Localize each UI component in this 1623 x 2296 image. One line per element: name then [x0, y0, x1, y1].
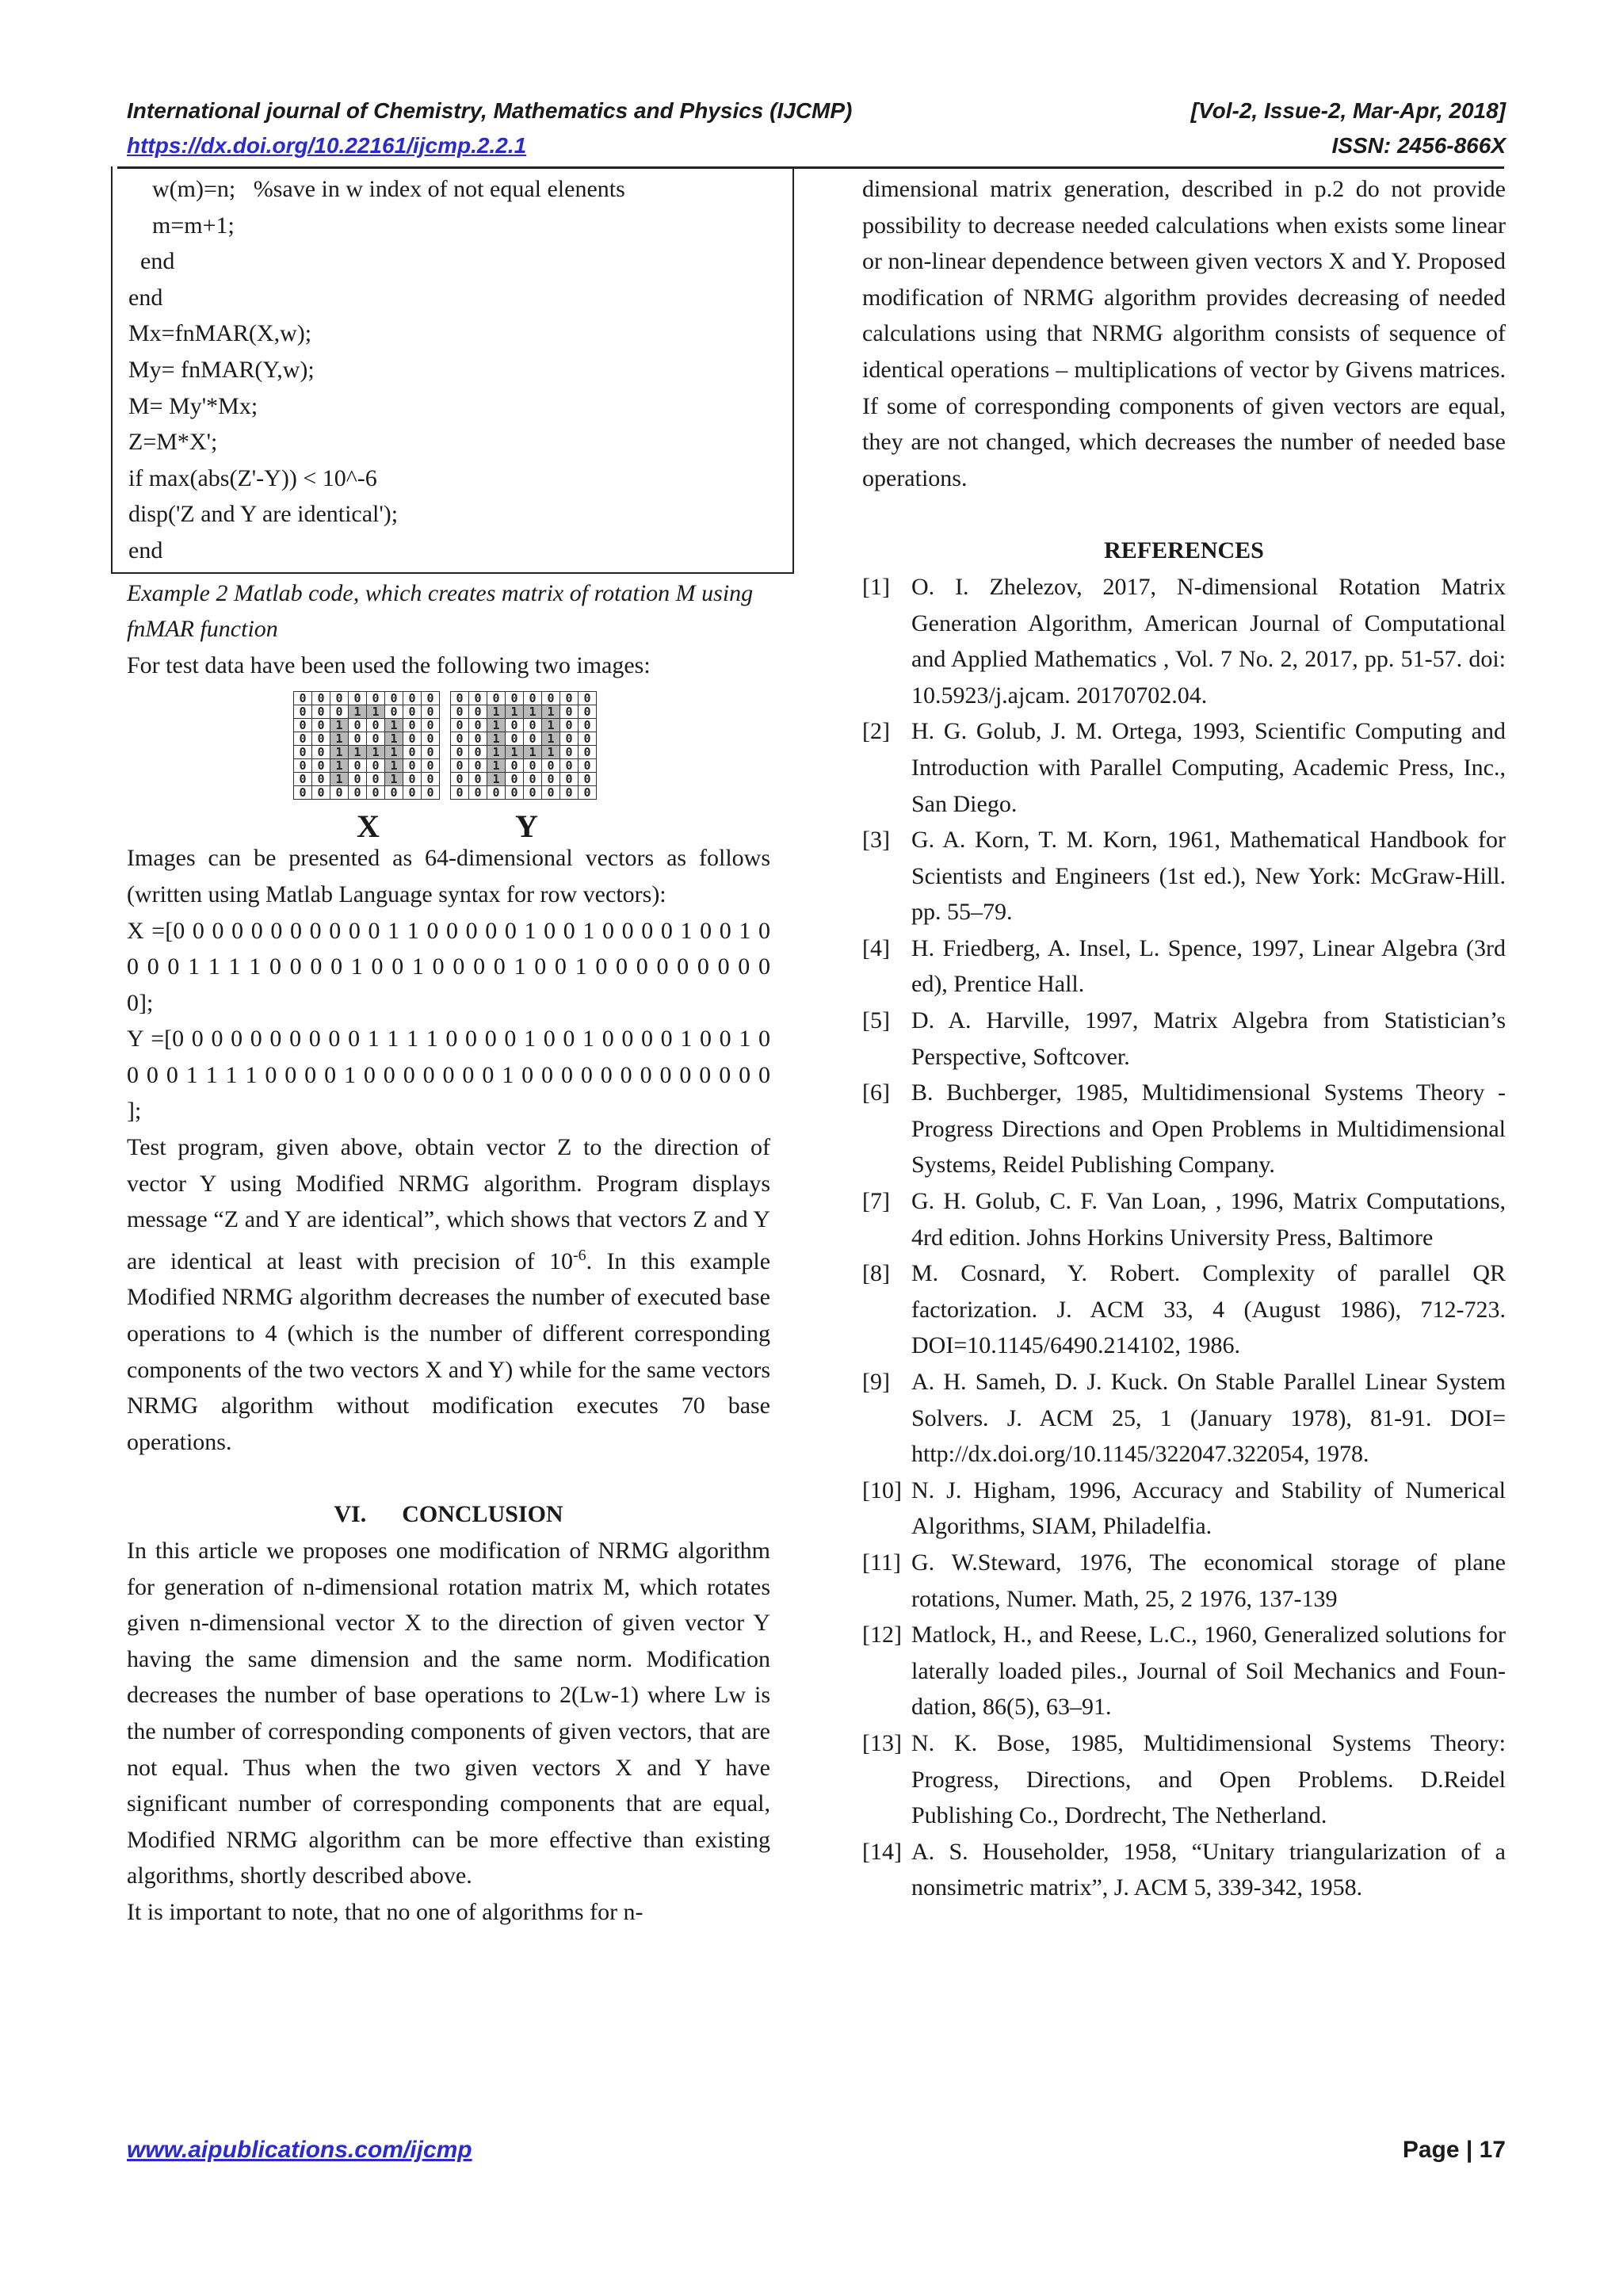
page-number: Page | 17 — [1402, 2137, 1506, 2163]
grid-row — [294, 773, 440, 786]
journal-title: International journal of Chemistry, Mathematics and Physics (IJCMP) — [127, 98, 853, 123]
grid-cell: 0 — [367, 719, 385, 732]
code-listing — [111, 166, 794, 574]
grid-cell: 0 — [294, 746, 312, 759]
grid-cell: 1 — [487, 773, 506, 786]
code-line: Z=M*X'; — [128, 429, 218, 456]
reference-item — [862, 1834, 1506, 1906]
grid-cell: 0 — [312, 732, 330, 746]
grid-cell: 0 — [469, 732, 487, 746]
reference-number: [12] — [862, 1622, 902, 1648]
grid-cell: 0 — [312, 705, 330, 719]
grid-cell: 0 — [560, 692, 579, 705]
conclusion-paragraph: In this article we proposes one modification of NRMG algorithm for generation of n-dimensional rotation matrix M, which rotates given n-dimensional vector X to the direction of given vector Y having the same dimension and the same norm. Modification decreases the number of base operations to 2(Lw-1) where Lw is the number of corresponding components of given vectors, that are not equal. Thus when the two given vectors X and Y have significant number of corresponding components that are equal, Modified NRMG algorithm can be more effective than existing algorithms, shortly described above. — [127, 1538, 770, 1889]
grid-row — [451, 773, 597, 786]
grid-cell: 0 — [330, 692, 349, 705]
grid-cell: 0 — [542, 773, 560, 786]
issue-info: [Vol-2, Issue-2, Mar-Apr, 2018] — [1190, 98, 1506, 123]
grid-cell: 0 — [385, 692, 403, 705]
grid-cell: 0 — [367, 786, 385, 800]
grid-cell: 0 — [403, 759, 422, 773]
reference-list — [862, 569, 1506, 1906]
reference-text: D. A. Harville, 1997, Matrix Algebra from Statistician’s Perspective, Softcover. — [911, 1007, 1506, 1070]
grid-cell: 0 — [367, 732, 385, 746]
grid-row — [451, 759, 597, 773]
test-images — [127, 691, 770, 845]
grid-cell: 0 — [524, 719, 542, 732]
grid-cell: 1 — [385, 773, 403, 786]
grid-cell: 0 — [385, 705, 403, 719]
code-line: M= My'*Mx; — [128, 392, 258, 419]
grid-cell: 0 — [542, 692, 560, 705]
grid-cell: 1 — [385, 759, 403, 773]
grid-cell: 0 — [422, 705, 440, 719]
grid-cell: 0 — [506, 759, 524, 773]
reference-number: [13] — [862, 1729, 902, 1756]
grid-cell: 1 — [542, 705, 560, 719]
grid-cell: 0 — [469, 773, 487, 786]
grid-cell: 1 — [330, 746, 349, 759]
grid-cell: 0 — [506, 732, 524, 746]
reference-number: [2] — [862, 718, 890, 745]
grid-row — [451, 786, 597, 800]
grid-cell: 0 — [487, 692, 506, 705]
grid-cell: 0 — [579, 759, 597, 773]
grid-cell: 0 — [422, 759, 440, 773]
image-x-label: X — [357, 808, 380, 845]
grid-cell: 0 — [451, 719, 469, 732]
reference-number: [14] — [862, 1838, 902, 1865]
grid-row — [451, 692, 597, 705]
grid-row — [451, 705, 597, 719]
reference-number: [11] — [862, 1549, 901, 1576]
code-caption: Example 2 Matlab code, which creates matrix of rotation M using fnMAR function — [127, 579, 754, 643]
grid-cell: 1 — [385, 719, 403, 732]
grid-cell: 0 — [294, 705, 312, 719]
test-program-text-b: . In this example Modified NRMG algorithm decreases the number of executed base operations to 4 (which is the number of different corresponding components of the two vectors X and Y) while for the same vectors NRMG algorithm without modification executes 70 base operations. — [127, 1247, 771, 1455]
reference-item — [862, 1255, 1506, 1364]
grid-cell: 0 — [422, 719, 440, 732]
reference-number: [9] — [862, 1369, 890, 1395]
reference-text: N. J. Higham, 1996, Accuracy and Stability of Numerical Algorithms, SIAM, Philadelfia. — [911, 1477, 1506, 1540]
grid-cell: 1 — [330, 759, 349, 773]
vectors-intro: Images can be presented as 64-dimensional vectors as follows (written using Matlab Language syntax for row vectors): — [127, 845, 770, 907]
grid-cell: 0 — [349, 732, 367, 746]
grid-cell: 0 — [349, 759, 367, 773]
code-line: m=m+1; — [128, 212, 235, 239]
grid-row — [294, 786, 440, 800]
grid-cell: 0 — [579, 705, 597, 719]
grid-cell: 0 — [579, 786, 597, 800]
grid-cell: 0 — [349, 692, 367, 705]
grid-cell: 0 — [487, 786, 506, 800]
reference-text: G. H. Golub, C. F. Van Loan, , 1996, Matrix Computations, 4rd edition. Johns Horkins University Press, Baltimore — [911, 1188, 1506, 1251]
grid-cell: 0 — [451, 692, 469, 705]
grid-cell: 0 — [560, 773, 579, 786]
grid-cell: 1 — [349, 746, 367, 759]
grid-cell: 1 — [330, 732, 349, 746]
grid-cell: 1 — [385, 732, 403, 746]
grid-cell: 1 — [349, 705, 367, 719]
reference-item — [862, 569, 1506, 713]
reference-item — [862, 1725, 1506, 1834]
grid-cell: 1 — [524, 746, 542, 759]
grid-cell: 0 — [560, 705, 579, 719]
reference-text: G. W.Steward, 1976, The economical storage of plane rotations, Numer. Math, 25, 2 1976, 137-139 — [911, 1549, 1506, 1612]
website-link[interactable]: www.aipublications.com/ijcmp — [127, 2137, 472, 2163]
code-line: Mx=fnMAR(X,w); — [128, 320, 312, 347]
code-line: w(m)=n; %save in w index of not equal elenents — [128, 176, 625, 202]
reference-text: A. S. Householder, 1958, “Unitary triangularization of a nonsimetric matrix”, J. ACM 5, 339-342, 1958. — [911, 1838, 1506, 1901]
grid-cell: 0 — [524, 732, 542, 746]
reference-number: [10] — [862, 1477, 902, 1503]
image-y-grid — [450, 691, 597, 800]
grid-cell: 0 — [579, 719, 597, 732]
reference-text: O. I. Zhelezov, 2017, N-dimensional Rotation Matrix Generation Algorithm, American Journal of Computational and Applied Mathematics , Vol. 7 No. 2, 2017, pp. 51-57. doi: 10.5923/j.ajcam. 20170702.04. — [911, 573, 1506, 709]
reference-text: H. Friedberg, A. Insel, L. Spence, 1997, Linear Algebra (3rd ed), Prentice Hall. — [911, 934, 1506, 998]
grid-cell: 1 — [330, 773, 349, 786]
grid-cell: 0 — [524, 773, 542, 786]
grid-cell: 0 — [294, 732, 312, 746]
grid-row — [451, 719, 597, 732]
grid-cell: 0 — [403, 773, 422, 786]
image-y-label: Y — [515, 808, 538, 845]
reference-text: M. Cosnard, Y. Robert. Complexity of parallel QR factorization. J. ACM 33, 4 (August 1986), 712-723. DOI=10.1145/6490.214102, 1986. — [911, 1260, 1506, 1359]
grid-cell: 0 — [451, 705, 469, 719]
grid-cell: 0 — [451, 746, 469, 759]
grid-cell: 0 — [506, 692, 524, 705]
grid-cell: 0 — [294, 759, 312, 773]
grid-cell: 0 — [349, 719, 367, 732]
grid-cell: 0 — [506, 773, 524, 786]
grid-cell: 0 — [451, 759, 469, 773]
grid-cell: 0 — [524, 692, 542, 705]
reference-item — [862, 1545, 1506, 1617]
reference-text: H. G. Golub, J. M. Ortega, 1993, Scientific Computing and Introduction with Parallel Computing, Academic Press, Inc., San Diego. — [911, 718, 1506, 817]
grid-cell: 0 — [422, 692, 440, 705]
left-column — [127, 166, 770, 1931]
grid-cell: 0 — [312, 719, 330, 732]
reference-text: A. H. Sameh, D. J. Kuck. On Stable Parallel Linear System Solvers. J. ACM 25, 1 (January 1978), 81-91. DOI= http://dx.doi.org/10.1145/322047.322054, 1978. — [911, 1369, 1506, 1468]
grid-cell: 0 — [312, 759, 330, 773]
reference-text: Matlock, H., and Reese, L.C., 1960, Generalized solutions for laterally loaded piles., Journal of Soil Mechanics and Foun-dation, 86(5), 63–91. — [911, 1622, 1506, 1721]
grid-cell: 0 — [349, 786, 367, 800]
grid-cell: 0 — [469, 719, 487, 732]
grid-cell: 0 — [367, 692, 385, 705]
test-data-intro: For test data have been used the following two images: — [127, 651, 651, 678]
vector-x: X =[0 0 0 0 0 0 0 0 0 0 0 1 1 0 0 0 0 0 1 0 0 1 0 0 0 0 1 0 0 1 0 0 0 0 1 1 1 1 0 0 0 0 1 0 0 1 0 0 0 0 1 0 0 1 0 0 0 0 0 0 0 0 0 0]; — [127, 917, 770, 1016]
precision-exponent: -6 — [572, 1246, 586, 1264]
test-program-text-a: Test program, given above, obtain vector Z to the direction of vector Y using Modified NRMG algorithm. Program displays message “Z and Y are identical”, which shows that vectors Z and Y are identical at least with precision of 10 — [127, 1134, 770, 1274]
grid-cell: 1 — [487, 759, 506, 773]
grid-cell: 1 — [506, 746, 524, 759]
grid-cell: 0 — [524, 786, 542, 800]
grid-cell: 0 — [294, 773, 312, 786]
grid-cell: 0 — [349, 773, 367, 786]
grid-cell: 0 — [469, 692, 487, 705]
grid-row — [451, 746, 597, 759]
grid-cell: 0 — [506, 786, 524, 800]
reference-item — [862, 1364, 1506, 1473]
grid-cell: 0 — [330, 786, 349, 800]
grid-cell: 0 — [403, 746, 422, 759]
reference-item — [862, 1473, 1506, 1545]
grid-cell: 1 — [524, 705, 542, 719]
reference-item — [862, 1003, 1506, 1075]
reference-item — [862, 713, 1506, 822]
grid-cell: 0 — [330, 705, 349, 719]
grid-cell: 1 — [487, 705, 506, 719]
references-heading: REFERENCES — [1104, 537, 1264, 564]
grid-cell: 0 — [542, 786, 560, 800]
grid-cell: 0 — [560, 786, 579, 800]
grid-cell: 0 — [560, 746, 579, 759]
code-line: if max(abs(Z'-Y)) < 10^-6 — [128, 464, 377, 491]
conclusion-heading: VI. CONCLUSION — [334, 1501, 563, 1528]
grid-cell: 1 — [367, 705, 385, 719]
grid-cell: 0 — [579, 692, 597, 705]
grid-row — [294, 746, 440, 759]
grid-cell: 0 — [542, 759, 560, 773]
reference-item — [862, 1617, 1506, 1725]
reference-text: B. Buchberger, 1985, Multidimensional Systems Theory - Progress Directions and Open Problems in Multidimensional Systems, Reidel Publishing Company. — [911, 1079, 1506, 1179]
code-line: end — [128, 537, 163, 563]
grid-cell: 0 — [579, 732, 597, 746]
grid-cell: 1 — [506, 705, 524, 719]
code-line: end — [128, 248, 175, 275]
grid-cell: 0 — [524, 759, 542, 773]
grid-cell: 0 — [312, 746, 330, 759]
grid-cell: 0 — [560, 719, 579, 732]
grid-cell: 0 — [469, 746, 487, 759]
grid-cell: 0 — [403, 705, 422, 719]
reference-item — [862, 1075, 1506, 1183]
grid-cell: 1 — [487, 746, 506, 759]
grid-cell: 0 — [312, 692, 330, 705]
grid-cell: 0 — [422, 732, 440, 746]
grid-cell: 1 — [542, 719, 560, 732]
grid-cell: 0 — [312, 786, 330, 800]
right-column — [862, 166, 1506, 1906]
grid-cell: 0 — [294, 692, 312, 705]
grid-row — [294, 692, 440, 705]
code-line: end — [128, 284, 163, 311]
grid-cell: 0 — [367, 759, 385, 773]
grid-cell: 0 — [506, 719, 524, 732]
grid-cell: 0 — [294, 786, 312, 800]
grid-row — [294, 705, 440, 719]
conclusion-paragraph-2: It is important to note, that no one of algorithms for n- — [127, 1898, 643, 1925]
grid-cell: 0 — [579, 746, 597, 759]
reference-number: [4] — [862, 934, 890, 961]
grid-cell: 0 — [312, 773, 330, 786]
grid-cell: 0 — [385, 786, 403, 800]
test-program-paragraph — [127, 1129, 770, 1460]
reference-number: [1] — [862, 573, 890, 600]
grid-cell: 0 — [422, 773, 440, 786]
grid-cell: 1 — [487, 732, 506, 746]
grid-cell: 0 — [469, 786, 487, 800]
grid-row — [294, 719, 440, 732]
vector-y: Y =[0 0 0 0 0 0 0 0 0 0 1 1 1 1 0 0 0 0 1 0 0 1 0 0 0 0 1 0 0 1 0 0 0 0 1 1 1 1 0 0 0 0 1 0 0 0 0 0 0 0 1 0 0 0 0 0 0 0 0 0 0 0 0 0 ]; — [127, 1026, 770, 1125]
grid-cell: 1 — [385, 746, 403, 759]
code-line: disp('Z and Y are identical'); — [128, 501, 399, 528]
grid-cell: 0 — [422, 746, 440, 759]
reference-item — [862, 930, 1506, 1003]
grid-cell: 1 — [542, 746, 560, 759]
reference-number: [6] — [862, 1079, 890, 1106]
grid-cell: 0 — [451, 732, 469, 746]
reference-number: [5] — [862, 1007, 890, 1034]
grid-cell: 0 — [294, 719, 312, 732]
reference-number: [8] — [862, 1260, 890, 1287]
reference-text: N. K. Bose, 1985, Multidimensional Systems Theory: Progress, Directions, and Open Problems. D.Reidel Publishing Co., Dordrecht, The Netherland. — [911, 1729, 1506, 1829]
reference-item — [862, 1183, 1506, 1255]
grid-cell: 0 — [403, 732, 422, 746]
grid-cell: 0 — [579, 773, 597, 786]
grid-cell: 0 — [403, 692, 422, 705]
grid-cell: 1 — [330, 719, 349, 732]
grid-cell: 0 — [560, 732, 579, 746]
continued-paragraph: dimensional matrix generation, described in p.2 do not provide possibility to decrease needed calculations when exists some linear or non-linear dependence between given vectors X and Y. Proposed modification of NRMG algorithm provides decreasing of needed calculations using that NRMG algorithm consists of sequence of identical operations – multiplications of vector by Givens matrices. If some of corresponding components of given vectors are equal, they are not changed, which decreases the number of needed base operations. — [862, 176, 1506, 491]
reference-text: G. A. Korn, T. M. Korn, 1961, Mathematical Handbook for Scientists and Engineers (1st ed.), New York: McGraw-Hill. pp. 55–79. — [911, 827, 1506, 926]
grid-cell: 0 — [403, 719, 422, 732]
grid-cell: 0 — [403, 786, 422, 800]
grid-cell: 1 — [487, 719, 506, 732]
grid-cell: 0 — [451, 786, 469, 800]
grid-cell: 0 — [469, 759, 487, 773]
grid-row — [451, 732, 597, 746]
image-x-grid — [293, 691, 440, 800]
reference-number: [7] — [862, 1188, 890, 1215]
grid-row — [294, 732, 440, 746]
grid-cell: 0 — [560, 759, 579, 773]
grid-cell: 0 — [422, 786, 440, 800]
grid-row — [294, 759, 440, 773]
grid-cell: 1 — [542, 732, 560, 746]
code-line: My= fnMAR(Y,w); — [128, 356, 315, 383]
issn: ISSN: 2456-866X — [1331, 133, 1506, 158]
grid-cell: 0 — [367, 773, 385, 786]
grid-cell: 0 — [469, 705, 487, 719]
reference-item — [862, 822, 1506, 930]
reference-number: [3] — [862, 827, 890, 854]
doi-link[interactable]: https://dx.doi.org/10.22161/ijcmp.2.2.1 — [127, 133, 527, 158]
grid-cell: 0 — [451, 773, 469, 786]
grid-cell: 1 — [367, 746, 385, 759]
